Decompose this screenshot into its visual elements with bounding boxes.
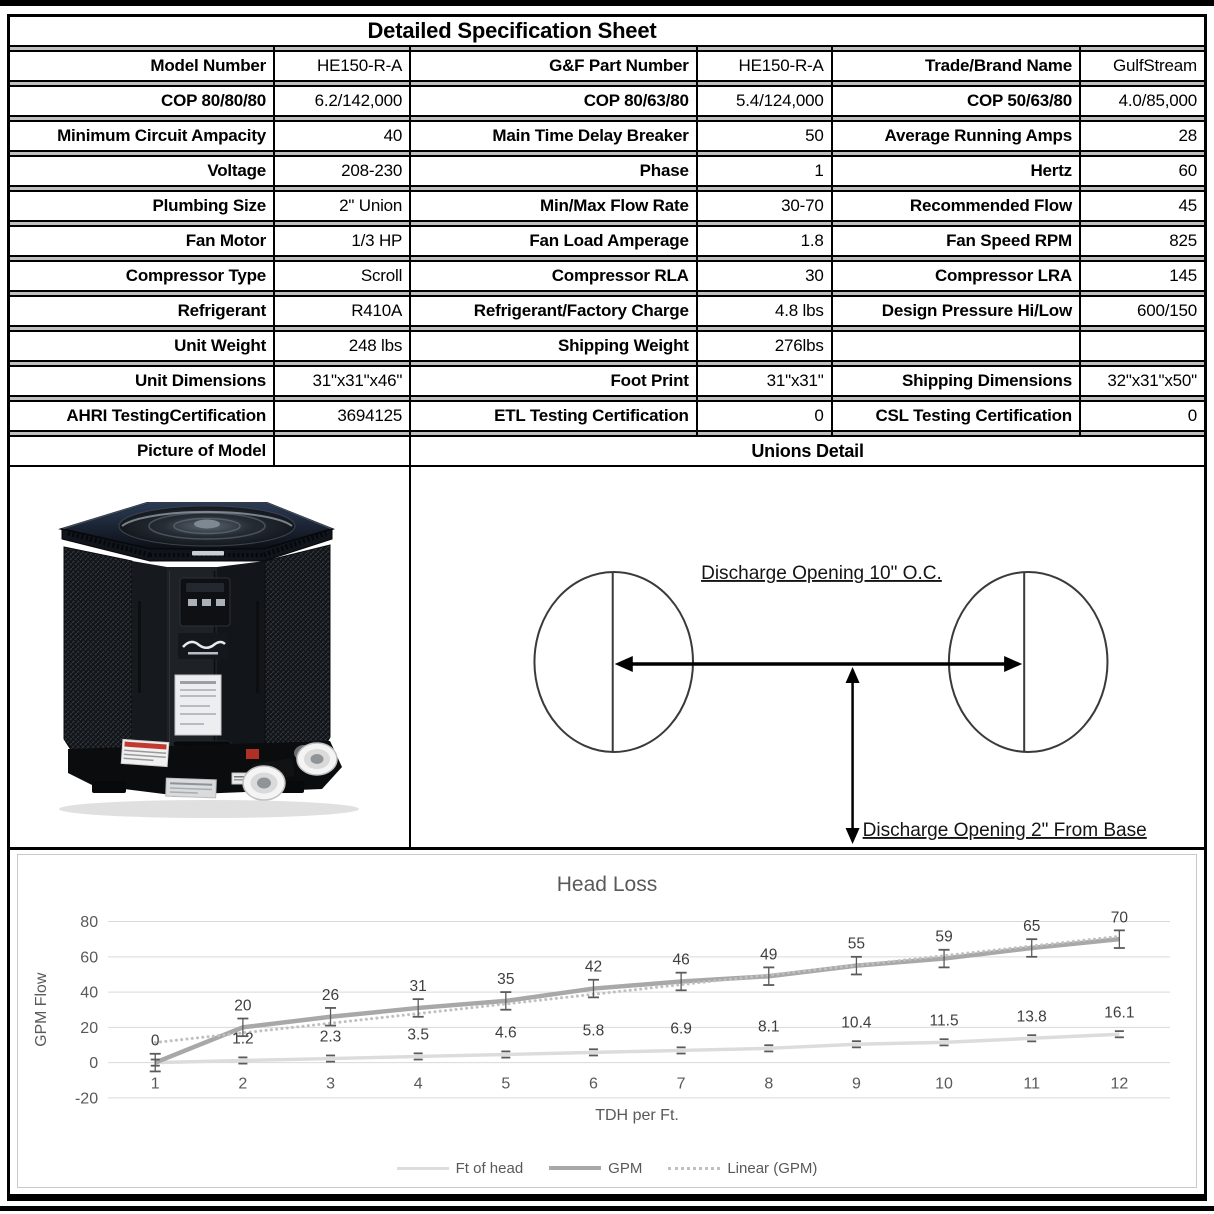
x-tick-label: 9: [851, 1075, 861, 1093]
unions-diagram-cell: [411, 467, 1204, 847]
y-tick-label: 40: [80, 984, 99, 1002]
spec-value: 28: [1178, 126, 1197, 145]
legend-item-linear-gpm-: [668, 1160, 817, 1177]
legend-item-ft-of-head: [397, 1160, 524, 1177]
y-tick-label: 80: [80, 914, 99, 931]
data-label: 5.8: [582, 1022, 605, 1040]
spec-value: 3694125: [275, 402, 411, 430]
spec-value: 32"x31"x50": [1107, 371, 1197, 390]
discharge-opening-oc-label: Discharge Opening 10" O.C.: [701, 563, 943, 584]
series-line-gpm: [155, 939, 1119, 1062]
x-tick-label: 6: [589, 1075, 598, 1093]
data-label: 1.2: [232, 1030, 254, 1048]
unions-detail-label: Unions Detail: [751, 441, 864, 461]
spec-label: Model Number: [10, 52, 275, 80]
spec-label: Average Running Amps: [833, 122, 1081, 150]
spec-label: Unit Dimensions: [10, 367, 275, 395]
x-tick-label: 7: [676, 1075, 686, 1093]
data-label: 3.5: [407, 1026, 429, 1044]
data-label: 59: [935, 928, 953, 946]
spec-label: Trade/Brand Name: [833, 52, 1081, 80]
spec-label: Refrigerant/Factory Charge: [411, 297, 698, 325]
data-label: 46: [672, 951, 690, 969]
spec-label: Refrigerant: [10, 297, 275, 325]
spec-value: 4.8 lbs: [698, 297, 833, 325]
data-label: 2.3: [319, 1028, 342, 1046]
data-label: 31: [409, 978, 427, 996]
spec-label: Fan Motor: [10, 227, 275, 255]
spec-value: 31"x31": [698, 367, 833, 395]
spec-value: Scroll: [275, 262, 411, 290]
x-tick-label: 10: [935, 1075, 953, 1093]
unions-diagram: [411, 467, 1204, 847]
picture-of-model-label: Picture of Model: [10, 437, 275, 465]
data-label: 13.8: [1016, 1008, 1047, 1026]
spec-label: Minimum Circuit Ampacity: [10, 122, 275, 150]
spec-value: HE150-R-A: [698, 52, 833, 80]
data-label: 70: [1110, 909, 1129, 927]
data-label: 42: [584, 958, 603, 976]
row-separator: [10, 430, 1204, 437]
spec-label: Voltage: [10, 157, 275, 185]
spec-table-row: [10, 367, 1204, 395]
spec-value: 6.2/142,000: [275, 87, 411, 115]
row-separator: [10, 45, 1204, 52]
spec-label: Unit Weight: [10, 332, 275, 360]
spec-value: R410A: [275, 297, 411, 325]
row-separator: [10, 255, 1204, 262]
spec-label: Shipping Dimensions: [833, 367, 1081, 395]
row-separator: [10, 185, 1204, 192]
row-separator: [10, 325, 1204, 332]
spec-table-row: [10, 122, 1204, 150]
data-label: 55: [847, 935, 866, 953]
row-separator: [10, 80, 1204, 87]
product-photo-cell: [10, 467, 411, 847]
spec-table-row: [10, 332, 1204, 360]
spec-table-row: [10, 227, 1204, 255]
data-label: 35: [497, 971, 515, 988]
data-label: 0: [150, 1032, 160, 1050]
horizontal-dimension-arrow: [615, 656, 1022, 672]
spec-label: Recommended Flow: [833, 192, 1081, 220]
spec-value: 248 lbs: [275, 332, 411, 360]
spec-label: Hertz: [833, 157, 1081, 185]
spec-label: Design Pressure Hi/Low: [833, 297, 1081, 325]
legend-swatch: [397, 1167, 449, 1170]
x-tick-label: 5: [501, 1075, 511, 1093]
spec-table-row: [10, 297, 1204, 325]
spec-value: 0: [1187, 406, 1197, 425]
right-union-circle: [949, 572, 1108, 752]
spec-label: CSL Testing Certification: [833, 402, 1081, 430]
chart-section: [10, 850, 1204, 1194]
spec-label: Fan Speed RPM: [833, 227, 1081, 255]
spec-label: G&F Part Number: [411, 52, 698, 80]
page-bottom-border: [0, 1206, 1214, 1211]
spec-table-row: [10, 402, 1204, 430]
data-label: 4.6: [495, 1024, 517, 1042]
spec-table-row: [10, 52, 1204, 80]
data-label: 26: [321, 986, 340, 1004]
spec-label: Plumbing Size: [10, 192, 275, 220]
spec-value: 30-70: [698, 192, 833, 220]
x-tick-label: 1: [150, 1075, 160, 1093]
data-label: 8.1: [757, 1018, 780, 1036]
y-tick-label: 0: [89, 1055, 99, 1073]
data-label: 65: [1023, 918, 1041, 936]
spec-value: 4.0/85,000: [1118, 91, 1197, 110]
x-axis-title: TDH per Ft.: [595, 1107, 679, 1125]
spec-value: 145: [1169, 266, 1197, 285]
page-top-border: [0, 0, 1214, 6]
spec-value: 276lbs: [698, 332, 833, 360]
chart-title: Head Loss: [556, 872, 658, 896]
legend-swatch: [549, 1166, 601, 1170]
spec-label: Foot Print: [411, 367, 698, 395]
spec-value: HE150-R-A: [275, 52, 411, 80]
row-separator: [10, 395, 1204, 402]
row-separator: [10, 290, 1204, 297]
spec-value: 1/3 HP: [275, 227, 411, 255]
data-label: 11.5: [929, 1012, 959, 1030]
spec-value: 208-230: [275, 157, 411, 185]
spec-value: 2" Union: [275, 192, 411, 220]
row-separator: [10, 220, 1204, 227]
data-label: 6.9: [670, 1020, 692, 1038]
x-tick-label: 4: [413, 1075, 423, 1093]
spec-value: 31"x31"x46": [275, 367, 411, 395]
spec-value: 30: [698, 262, 833, 290]
sheet-title: Detailed Specification Sheet: [367, 18, 657, 43]
trendline-linear-gpm: [155, 936, 1119, 1042]
legend-label: GPM: [608, 1159, 643, 1177]
y-tick-label: 60: [80, 949, 99, 967]
spec-label: ETL Testing Certification: [411, 402, 698, 430]
series-line-ft-of-head: [155, 1034, 1119, 1062]
spec-label: Main Time Delay Breaker: [411, 122, 698, 150]
data-label: 10.4: [841, 1014, 872, 1032]
data-label: 49: [760, 946, 778, 964]
y-tick-label: 20: [80, 1019, 99, 1037]
spec-label: Min/Max Flow Rate: [411, 192, 698, 220]
spec-sheet: [7, 14, 1207, 1201]
x-tick-label: 3: [326, 1075, 335, 1093]
legend-item-gpm: [549, 1160, 642, 1177]
picture-unions-content-row: [10, 465, 1204, 850]
spec-value: 60: [1178, 161, 1197, 180]
legend-swatch: [668, 1167, 720, 1170]
spec-label: Compressor RLA: [411, 262, 698, 290]
spec-label: Shipping Weight: [411, 332, 698, 360]
spec-value: 825: [1169, 231, 1197, 250]
spec-table-row: [10, 157, 1204, 185]
spec-value: 0: [698, 402, 833, 430]
picture-unions-header-row: [10, 437, 1204, 465]
spec-value: [1081, 332, 1204, 360]
spec-label: COP 50/63/80: [833, 87, 1081, 115]
product-photo: [52, 483, 367, 823]
head-loss-chart: [17, 854, 1197, 1188]
spec-label: Compressor Type: [10, 262, 275, 290]
spec-value: 5.4/124,000: [698, 87, 833, 115]
spec-label: COP 80/80/80: [10, 87, 275, 115]
spec-value: 45: [1178, 196, 1197, 215]
row-separator: [10, 150, 1204, 157]
spec-label: AHRI TestingCertification: [10, 402, 275, 430]
spec-label: COP 80/63/80: [411, 87, 698, 115]
y-axis-title: GPM Flow: [32, 972, 51, 1047]
row-separator: [10, 115, 1204, 122]
vertical-dimension-arrow: [846, 667, 860, 844]
legend-label: Linear (GPM): [727, 1159, 818, 1177]
spec-value: GulfStream: [1113, 56, 1197, 75]
row-separator: [10, 360, 1204, 367]
spec-table-row: [10, 87, 1204, 115]
head-loss-plot: [18, 855, 1196, 1153]
spec-label: Phase: [411, 157, 698, 185]
picture-of-model-value-cell: [275, 437, 411, 465]
spec-value: 1: [698, 157, 833, 185]
chart-legend: [18, 1153, 1196, 1183]
data-label: 20: [234, 997, 252, 1015]
spec-table-row: [10, 192, 1204, 220]
spec-label: [833, 332, 1081, 360]
x-tick-label: 2: [238, 1075, 248, 1093]
spec-table: [10, 45, 1204, 437]
spec-label: Compressor LRA: [833, 262, 1081, 290]
discharge-opening-base-label: Discharge Opening 2" From Base: [862, 820, 1147, 841]
spec-table-row: [10, 262, 1204, 290]
legend-label: Ft of head: [455, 1159, 524, 1177]
spec-value: 1.8: [698, 227, 833, 255]
y-tick-label: -20: [74, 1090, 99, 1108]
x-tick-label: 12: [1110, 1075, 1129, 1093]
spec-value: 600/150: [1136, 301, 1197, 320]
x-tick-label: 11: [1023, 1075, 1041, 1093]
x-tick-label: 8: [764, 1075, 774, 1093]
spec-value: 40: [275, 122, 411, 150]
spec-label: Fan Load Amperage: [411, 227, 698, 255]
spec-value: 50: [698, 122, 833, 150]
data-label: 16.1: [1104, 1004, 1135, 1022]
